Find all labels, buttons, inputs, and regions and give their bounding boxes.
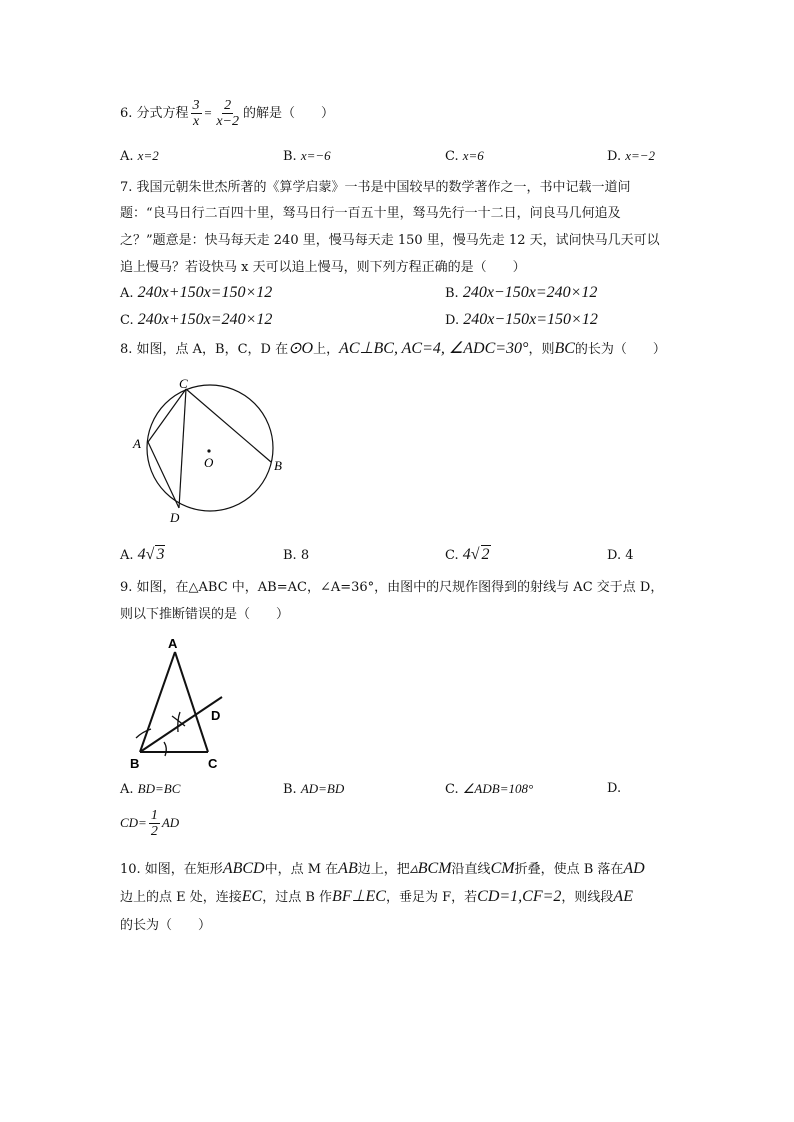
- q7-line-2: 题：“良马日行二百四十里，驽马日行一百五十里，驽马先行一十二日，问良马几何追及: [120, 206, 621, 221]
- q8-option-c[interactable]: C. 4√ 2: [445, 546, 490, 563]
- q8-option-b[interactable]: B. 8: [283, 548, 310, 563]
- q8-option-a[interactable]: A. 4√ 3: [120, 546, 165, 563]
- label-c: C: [208, 756, 218, 770]
- q8-circle-figure: [128, 374, 288, 524]
- label-d: D: [211, 708, 221, 723]
- label-a: A: [133, 436, 141, 451]
- bisector-ray: [140, 697, 222, 752]
- q9-line-1: 9. 如图，在△ABC 中，AB=AC，∠A=36°，由图中的尺规作图得到的射线与 AC 交于点 D，: [120, 580, 664, 595]
- segment-ab: [140, 652, 175, 752]
- label-o: O: [204, 455, 214, 470]
- q9-line-2: 则以下推断错误的是（ ）: [120, 607, 290, 622]
- segment-ca: [148, 389, 186, 442]
- segment-cd: [179, 389, 186, 508]
- q6-option-c[interactable]: C. x=6: [445, 148, 484, 164]
- q7-option-b[interactable]: B. 240x−150x=240×12: [445, 284, 598, 301]
- q9-option-a[interactable]: A. BD=BC: [120, 781, 181, 797]
- q10-line-1: 10. 如图，在矩形ABCD中，点 M 在AB边上，把▵BCM沿直线CM折叠，使点 B 落在AD: [120, 860, 645, 877]
- q6-fraction-2: $\frac{2}{x-2}$: [216, 98, 239, 129]
- q7-option-a[interactable]: A. 240x+150x=150×12: [120, 284, 273, 301]
- q6-option-a[interactable]: A. x=2: [120, 148, 159, 164]
- q7-option-d[interactable]: D. 240x−150x=150×12: [445, 311, 598, 328]
- q8-condition: AC⊥BC, AC=4, ∠ADC=30°: [339, 340, 529, 357]
- q7-line-3: 之？”题意是：快马每天走 240 里，慢马每天走 150 里，慢马先走 12 天，试问快马几天可以: [120, 233, 660, 248]
- q9-half-fraction: $\frac{1}{2}$: [150, 808, 158, 839]
- q9-option-b[interactable]: B. AD=BD: [283, 781, 345, 797]
- q6-fraction-1: $\frac{3}{x}$: [192, 98, 200, 129]
- q6-stem: 6. 分式方程 $\frac{3}{x}$ = $\frac{2}{x-2}$ 的解是（ ）: [120, 98, 335, 129]
- segment-ac: [175, 652, 208, 752]
- q6-prefix: 6. 分式方程: [120, 106, 189, 121]
- q7-option-c[interactable]: C. 240x+150x=240×12: [120, 311, 273, 328]
- q9-option-c[interactable]: C. ∠ADB=108°: [445, 781, 534, 797]
- label-b: B: [130, 756, 140, 770]
- q6-suffix: 的解是（ ）: [243, 106, 335, 121]
- q9-option-d-value: CD= $\frac{1}{2}$ AD: [120, 808, 180, 839]
- center-point-o: [207, 449, 210, 452]
- q6-option-b[interactable]: B. x=−6: [283, 148, 331, 164]
- q9-triangle-figure: [128, 632, 238, 770]
- q8-option-d[interactable]: D. 4: [607, 548, 634, 563]
- construction-arc-2: [164, 742, 166, 756]
- q8-stem: 8. 如图，点 A，B，C，D 在⊙O上，AC⊥BC, AC=4, ∠ADC=30°，则BC的长为（ ）: [120, 340, 666, 357]
- construction-arc-1: [136, 729, 151, 738]
- label-c: C: [179, 376, 188, 391]
- q10-line-2: 边上的点 E 处，连接EC，过点 B 作BF⊥EC，垂足为 F，若CD=1,CF=2，则线段AE: [120, 888, 633, 905]
- label-b: B: [274, 458, 282, 473]
- label-d: D: [170, 510, 180, 524]
- q9-option-d[interactable]: D.: [607, 781, 622, 796]
- q7-line-1: 7. 我国元朝朱世杰所著的《算学启蒙》一书是中国较早的数学著作之一，书中记载一道问: [120, 180, 631, 195]
- segment-cb: [186, 389, 271, 462]
- q7-line-4: 追上慢马？若设快马 x 天可以追上慢马，则下列方程正确的是（ ）: [120, 260, 526, 275]
- circle-o-symbol: ⊙O: [288, 340, 314, 357]
- label-a: A: [168, 636, 178, 651]
- q6-option-d[interactable]: D. x=−2: [607, 148, 656, 164]
- q10-line-3: 的长为（ ）: [120, 918, 212, 933]
